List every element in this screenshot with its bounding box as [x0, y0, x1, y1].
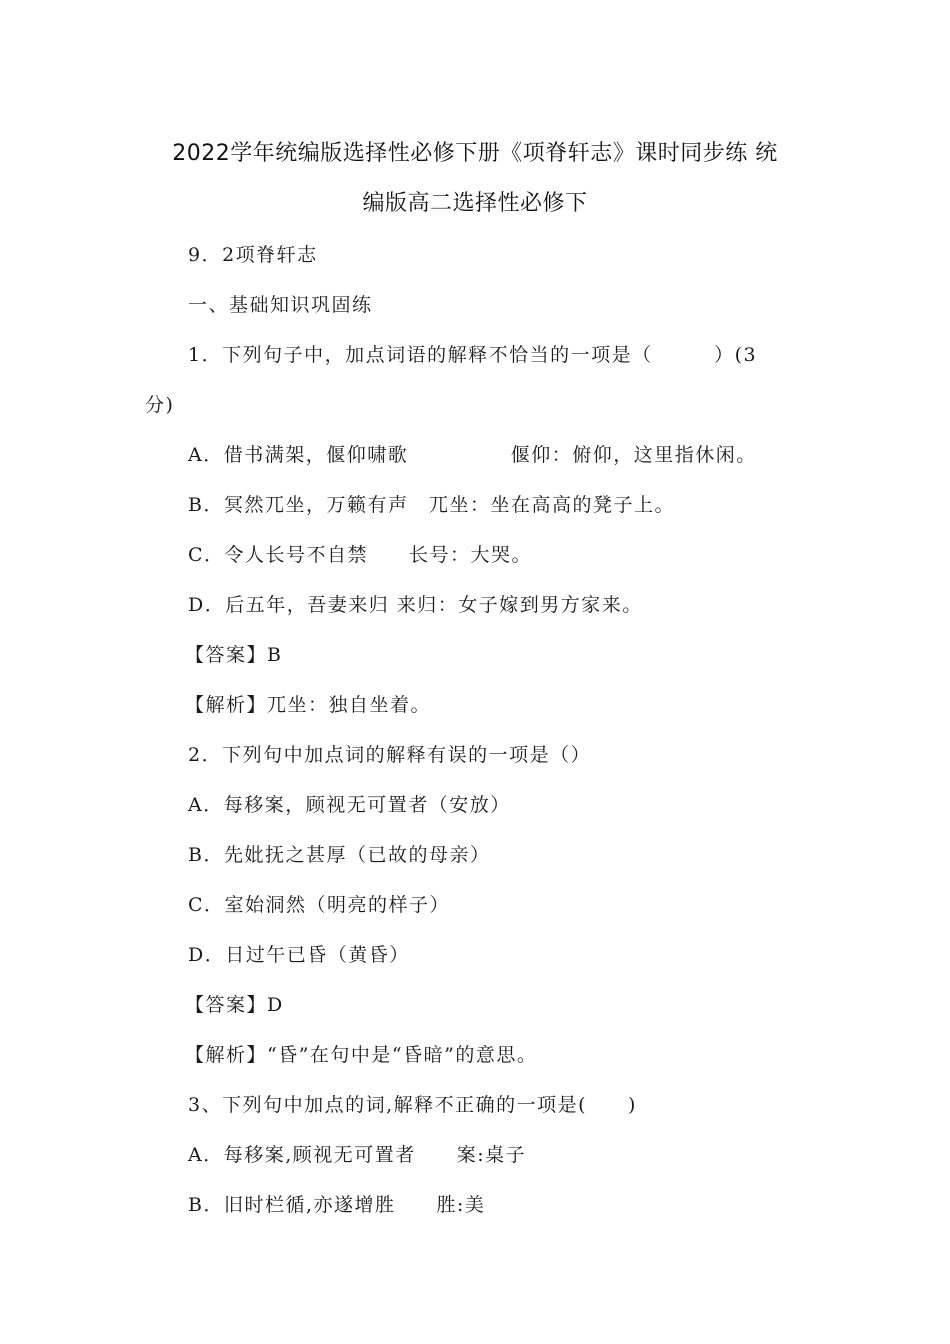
option-b: B．先妣抚之甚厚（已故的母亲） — [188, 844, 491, 866]
option-b: B．旧时栏循,亦遂增胜 胜:美 — [188, 1194, 486, 1216]
option-d: D．日过午已昏（黄昏） — [188, 944, 410, 966]
document-title-line-1: 2022学年统编版选择性必修下册《项脊轩志》课时同步练 统 — [172, 141, 778, 166]
answer-2: 【答案】D — [185, 994, 284, 1016]
option-a: A．每移案,顾视无可置者 案:桌子 — [188, 1144, 527, 1166]
analysis-1: 【解析】兀坐：独自坐着。 — [185, 694, 432, 716]
section-heading: 9．2项脊轩志 — [188, 244, 318, 266]
question-3: 3、下列句中加点的词,解释不正确的一项是( ) — [188, 1094, 637, 1116]
analysis-2: 【解析】“昏”在句中是“昏暗”的意思。 — [185, 1044, 538, 1066]
option-d: D．后五年，吾妻来归 来归：女子嫁到男方家来。 — [188, 594, 643, 616]
option-a: A．借书满架，偃仰啸歌 偃仰：俯仰，这里指休闲。 — [188, 444, 757, 466]
option-c: C．室始洞然（明亮的样子） — [188, 894, 451, 916]
option-b: B．冥然兀坐，万籁有声 兀坐：坐在高高的凳子上。 — [188, 494, 675, 516]
answer-1: 【答案】B — [185, 644, 283, 666]
document-title-line-2: 编版高二选择性必修下 — [362, 191, 588, 216]
question-1-continued: 分) — [145, 394, 175, 416]
option-a: A．每移案，顾视无可置者（安放） — [188, 794, 511, 816]
subsection-heading: 一、基础知识巩固练 — [188, 294, 373, 316]
option-c: C．令人长号不自禁 长号：大哭。 — [188, 544, 533, 566]
question-2: 2．下列句中加点词的解释有误的一项是（） — [188, 744, 592, 766]
question-1: 1．下列句子中，加点词语的解释不恰当的一项是（ ）(3 — [188, 344, 758, 366]
